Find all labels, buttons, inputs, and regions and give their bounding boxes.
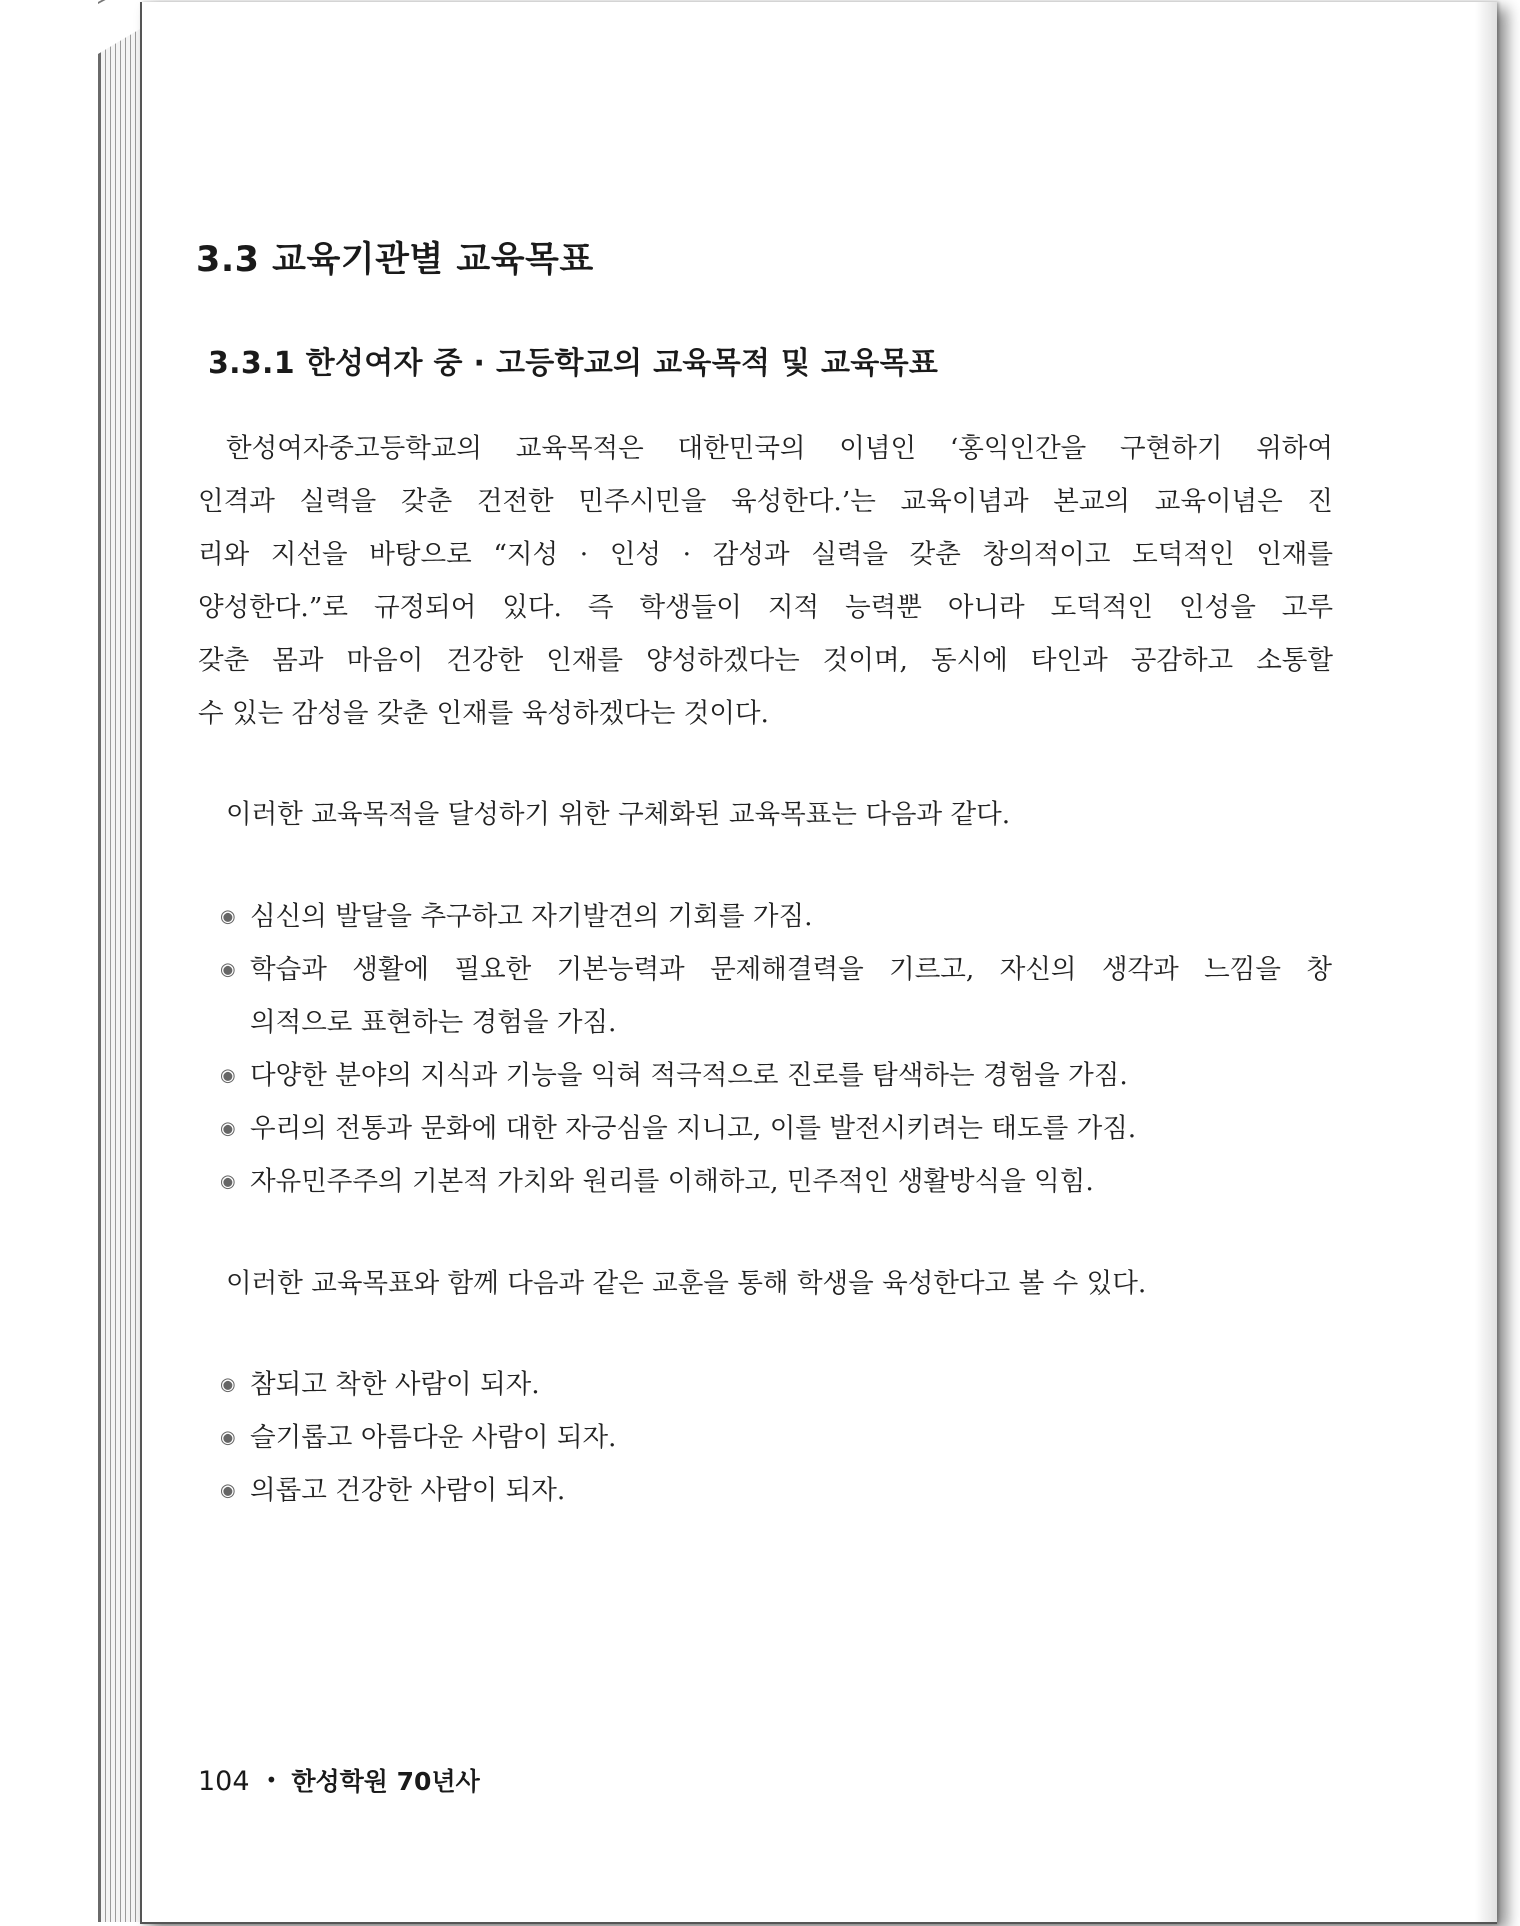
motto-text: 의롭고 건강한 사람이 되자.	[250, 1475, 566, 1506]
page-shadow	[1475, 2, 1497, 1922]
intro-line: 리와 지선을 바탕으로 “지성 · 인성 · 감성과 실력을 갖춘 창의적이고 도덕적인 인재를	[198, 539, 1333, 570]
intro-line: 양성한다.”로 규정되어 있다. 즉 학생들이 지적 능력뿐 아니라 도덕적인 인성을 고루	[198, 592, 1333, 623]
bullet-icon: ◉	[220, 959, 236, 980]
page-stack-edges	[98, 26, 145, 1922]
intro-line: 한성여자중고등학교의 교육목적은 대한민국의 이념인 ‘홍익인간을 구현하기 위하여	[226, 433, 1333, 464]
intro-line: 수 있는 감성을 갖춘 인재를 육성하겠다는 것이다.	[198, 698, 769, 729]
goal-text: 우리의 전통과 문화에 대한 자긍심을 지니고, 이를 발전시키려는 태도를 가짐.	[250, 1113, 1137, 1144]
motto-text: 슬기롭고 아름다운 사람이 되자.	[250, 1422, 617, 1453]
bullet-icon: ◉	[220, 1065, 236, 1086]
goal-text: 심신의 발달을 추구하고 자기발견의 기회를 가짐.	[250, 901, 813, 932]
intro-line: 갖춘 몸과 마음이 건강한 인재를 양성하겠다는 것이며, 동시에 타인과 공감하고 소통할	[198, 645, 1333, 676]
mottos-intro: 이러한 교육목표와 함께 다음과 같은 교훈을 통해 학생을 육성한다고 볼 수 있다.	[226, 1268, 1147, 1299]
motto-item	[220, 1411, 1332, 1464]
motto-item	[220, 1358, 1332, 1411]
motto-item	[220, 1464, 1332, 1517]
goals-list	[220, 890, 1332, 1208]
goal-text: 학습과 생활에 필요한 기본능력과 문제해결력을 기르고, 자신의 생각과 느낌을 창	[250, 954, 1332, 985]
page-number: 104	[198, 1766, 250, 1797]
subsection-title: 3.3.1 한성여자 중 · 고등학교의 교육목적 및 교육목표	[208, 346, 939, 381]
goal-item	[220, 1155, 1332, 1208]
motto-text: 참되고 착한 사람이 되자.	[250, 1369, 540, 1400]
bullet-icon: ◉	[220, 1427, 236, 1448]
bullet-icon: ◉	[220, 1171, 236, 1192]
goal-item	[220, 1049, 1332, 1102]
intro-line: 인격과 실력을 갖춘 건전한 민주시민을 육성한다.’는 교육이념과 본교의 교육이념은 진	[198, 486, 1333, 517]
bullet-icon: ◉	[220, 1118, 236, 1139]
footer-separator: •	[265, 1768, 278, 1792]
book-title: 한성학원 70년사	[291, 1767, 480, 1796]
goal-item	[220, 943, 1332, 1049]
bullet-icon: ◉	[220, 1480, 236, 1501]
mottos-list	[220, 1358, 1332, 1517]
goal-text: 다양한 분야의 지식과 기능을 익혀 적극적으로 진로를 탐색하는 경험을 가짐.	[250, 1060, 1128, 1091]
bullet-icon: ◉	[220, 906, 236, 927]
goal-text: 자유민주주의 기본적 가치와 원리를 이해하고, 민주적인 생활방식을 익힘.	[250, 1166, 1094, 1197]
goals-intro: 이러한 교육목적을 달성하기 위한 구체화된 교육목표는 다음과 같다.	[226, 799, 1011, 830]
goal-text-continued: 의적으로 표현하는 경험을 가짐.	[250, 1007, 617, 1038]
page-footer	[198, 1762, 480, 1798]
goal-item	[220, 1102, 1332, 1155]
goal-item	[220, 890, 1332, 943]
section-title: 3.3 교육기관별 교육목표	[196, 240, 594, 280]
bullet-icon: ◉	[220, 1374, 236, 1395]
intro-paragraph	[198, 422, 1333, 740]
